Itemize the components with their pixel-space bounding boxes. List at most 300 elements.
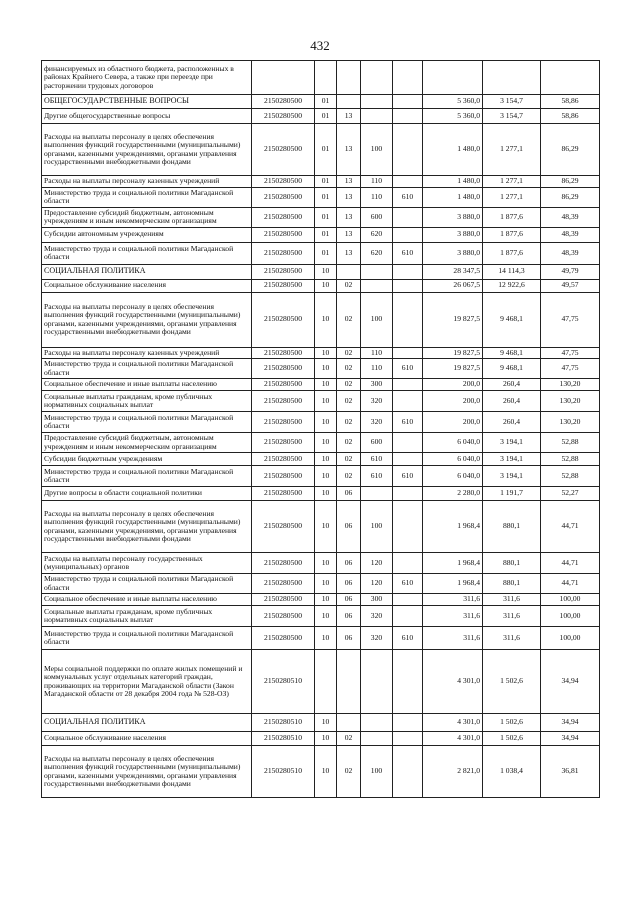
cell-rz: 10	[315, 714, 337, 732]
cell-pct: 44,71	[541, 501, 600, 553]
cell-ved	[393, 650, 423, 714]
cell-name: Другие вопросы в области социальной политики	[42, 487, 252, 501]
table-row	[42, 264, 600, 279]
cell-ved	[393, 109, 423, 124]
cell-rz: 01	[315, 176, 337, 188]
cell-csr: 2150280500	[252, 359, 315, 379]
cell-fact: 3 194,1	[483, 453, 541, 466]
cell-csr	[252, 61, 315, 95]
cell-rz: 10	[315, 391, 337, 412]
cell-pct: 34,94	[541, 650, 600, 714]
cell-vr	[361, 650, 393, 714]
table-row	[42, 279, 600, 292]
cell-pct: 100,00	[541, 594, 600, 606]
table-row	[42, 61, 600, 95]
cell-pr: 06	[337, 594, 361, 606]
table-row	[42, 207, 600, 227]
cell-fact: 260,4	[483, 391, 541, 412]
cell-fact: 880,1	[483, 501, 541, 553]
cell-vr	[361, 279, 393, 292]
cell-vr: 120	[361, 553, 393, 574]
cell-rz: 01	[315, 227, 337, 242]
cell-ved	[393, 553, 423, 574]
cell-plan: 1 480,0	[423, 124, 483, 176]
cell-pr: 06	[337, 553, 361, 574]
cell-pr: 06	[337, 501, 361, 553]
cell-vr: 600	[361, 207, 393, 227]
cell-name: Другие общегосударственные вопросы	[42, 109, 252, 124]
cell-name: СОЦИАЛЬНАЯ ПОЛИТИКА	[42, 264, 252, 279]
cell-vr	[361, 109, 393, 124]
cell-csr: 2150280500	[252, 292, 315, 347]
cell-pct: 49,57	[541, 279, 600, 292]
cell-fact: 9 468,1	[483, 292, 541, 347]
page-number: 432	[310, 38, 330, 53]
cell-vr: 600	[361, 433, 393, 453]
cell-pr: 13	[337, 187, 361, 207]
cell-plan: 1 480,0	[423, 187, 483, 207]
cell-ved	[393, 379, 423, 391]
cell-plan: 3 880,0	[423, 227, 483, 242]
cell-pct: 48,39	[541, 227, 600, 242]
cell-rz: 10	[315, 453, 337, 466]
cell-csr: 2150280500	[252, 553, 315, 574]
cell-pct: 49,79	[541, 264, 600, 279]
table-row	[42, 466, 600, 487]
cell-pct: 34,94	[541, 732, 600, 746]
cell-name: Расходы на выплаты персоналу казенных учреждений	[42, 176, 252, 188]
cell-pr: 02	[337, 359, 361, 379]
cell-plan: 2 280,0	[423, 487, 483, 501]
cell-plan: 200,0	[423, 391, 483, 412]
cell-rz: 01	[315, 187, 337, 207]
cell-rz: 10	[315, 746, 337, 798]
cell-pct: 130,20	[541, 379, 600, 391]
cell-fact: 880,1	[483, 553, 541, 574]
cell-ved	[393, 501, 423, 553]
budget-execution-table	[41, 60, 600, 798]
cell-fact: 1 877,6	[483, 227, 541, 242]
cell-name: Социальные выплаты гражданам, кроме публичных нормативных социальных выплат	[42, 606, 252, 627]
cell-csr: 2150280500	[252, 187, 315, 207]
cell-ved	[393, 453, 423, 466]
cell-csr: 2150280510	[252, 746, 315, 798]
cell-pr: 13	[337, 124, 361, 176]
cell-fact: 1 877,6	[483, 207, 541, 227]
cell-rz: 10	[315, 292, 337, 347]
cell-plan: 3 880,0	[423, 242, 483, 264]
cell-plan: 6 040,0	[423, 466, 483, 487]
cell-pct: 52,88	[541, 466, 600, 487]
cell-csr: 2150280500	[252, 391, 315, 412]
cell-ved	[393, 732, 423, 746]
cell-csr: 2150280510	[252, 732, 315, 746]
cell-vr: 620	[361, 227, 393, 242]
cell-pct: 86,29	[541, 187, 600, 207]
cell-vr: 300	[361, 594, 393, 606]
cell-name: Предоставление субсидий бюджетным, автономным учреждениям и иным некоммерческим организациям	[42, 207, 252, 227]
table-row	[42, 176, 600, 188]
cell-csr: 2150280500	[252, 347, 315, 359]
cell-vr: 320	[361, 627, 393, 650]
cell-vr: 620	[361, 242, 393, 264]
cell-ved	[393, 227, 423, 242]
cell-pct: 86,29	[541, 176, 600, 188]
cell-pct	[541, 61, 600, 95]
cell-pr: 13	[337, 207, 361, 227]
table-row	[42, 553, 600, 574]
cell-fact: 1 191,7	[483, 487, 541, 501]
cell-vr	[361, 264, 393, 279]
cell-plan: 6 040,0	[423, 453, 483, 466]
cell-vr: 610	[361, 453, 393, 466]
cell-csr: 2150280500	[252, 124, 315, 176]
cell-fact: 14 114,3	[483, 264, 541, 279]
cell-csr: 2150280500	[252, 487, 315, 501]
table-row	[42, 379, 600, 391]
cell-pct: 58,86	[541, 95, 600, 109]
cell-vr	[361, 732, 393, 746]
cell-fact: 12 922,6	[483, 279, 541, 292]
cell-rz: 10	[315, 347, 337, 359]
cell-vr: 320	[361, 412, 393, 433]
cell-fact	[483, 61, 541, 95]
cell-pct: 48,39	[541, 242, 600, 264]
cell-vr	[361, 95, 393, 109]
cell-name: СОЦИАЛЬНАЯ ПОЛИТИКА	[42, 714, 252, 732]
cell-fact: 9 468,1	[483, 359, 541, 379]
cell-pr: 02	[337, 379, 361, 391]
cell-plan	[423, 61, 483, 95]
cell-pct: 44,71	[541, 574, 600, 594]
cell-name: Расходы на выплаты персоналу казенных учреждений	[42, 347, 252, 359]
table-row	[42, 227, 600, 242]
cell-rz: 10	[315, 279, 337, 292]
cell-rz: 10	[315, 574, 337, 594]
cell-pr: 02	[337, 347, 361, 359]
cell-csr: 2150280500	[252, 379, 315, 391]
cell-pr: 02	[337, 292, 361, 347]
cell-rz: 10	[315, 433, 337, 453]
cell-vr: 100	[361, 124, 393, 176]
cell-fact: 311,6	[483, 606, 541, 627]
cell-pr: 06	[337, 487, 361, 501]
cell-csr: 2150280500	[252, 594, 315, 606]
cell-name: Социальное обслуживание населения	[42, 279, 252, 292]
cell-ved	[393, 391, 423, 412]
cell-ved	[393, 433, 423, 453]
table-row	[42, 732, 600, 746]
cell-csr: 2150280510	[252, 714, 315, 732]
cell-rz: 01	[315, 124, 337, 176]
cell-name: Министерство труда и социальной политики Магаданской области	[42, 627, 252, 650]
table-row	[42, 359, 600, 379]
cell-name: Расходы на выплаты персоналу в целях обеспечения выполнения функций государственными (муниципальными) органами, казенными учреждениями, органами управления государственными внебюджетными фондами	[42, 746, 252, 798]
cell-fact: 311,6	[483, 594, 541, 606]
cell-ved	[393, 347, 423, 359]
cell-plan: 5 360,0	[423, 109, 483, 124]
cell-vr	[361, 487, 393, 501]
table-row	[42, 627, 600, 650]
cell-ved	[393, 714, 423, 732]
cell-pct: 34,94	[541, 714, 600, 732]
cell-rz: 10	[315, 501, 337, 553]
cell-rz: 01	[315, 95, 337, 109]
cell-csr: 2150280500	[252, 606, 315, 627]
table-row	[42, 124, 600, 176]
cell-pr: 06	[337, 627, 361, 650]
cell-pr: 02	[337, 466, 361, 487]
cell-plan: 3 880,0	[423, 207, 483, 227]
cell-fact: 1 877,6	[483, 242, 541, 264]
cell-name: финансируемых из областного бюджета, расположенных в районах Крайнего Севера, а также при переезде при расторжении трудовых договоров	[42, 61, 252, 95]
cell-plan: 6 040,0	[423, 433, 483, 453]
cell-ved: 610	[393, 242, 423, 264]
cell-fact: 1 502,6	[483, 650, 541, 714]
cell-csr: 2150280500	[252, 207, 315, 227]
cell-plan: 1 480,0	[423, 176, 483, 188]
cell-name: Министерство труда и социальной политики Магаданской области	[42, 242, 252, 264]
cell-rz: 10	[315, 379, 337, 391]
cell-name: Министерство труда и социальной политики Магаданской области	[42, 412, 252, 433]
cell-csr: 2150280500	[252, 109, 315, 124]
cell-ved: 610	[393, 187, 423, 207]
cell-csr: 2150280500	[252, 412, 315, 433]
cell-plan: 4 301,0	[423, 714, 483, 732]
table-row	[42, 412, 600, 433]
cell-pct: 44,71	[541, 553, 600, 574]
table-row	[42, 487, 600, 501]
cell-pct: 130,20	[541, 412, 600, 433]
cell-name: Министерство труда и социальной политики Магаданской области	[42, 466, 252, 487]
cell-vr: 110	[361, 187, 393, 207]
cell-fact: 1 277,1	[483, 176, 541, 188]
cell-plan: 26 067,5	[423, 279, 483, 292]
table-row	[42, 594, 600, 606]
cell-vr: 300	[361, 379, 393, 391]
cell-pct: 58,86	[541, 109, 600, 124]
cell-name: Министерство труда и социальной политики Магаданской области	[42, 187, 252, 207]
cell-plan: 19 827,5	[423, 292, 483, 347]
cell-fact: 880,1	[483, 574, 541, 594]
cell-fact: 260,4	[483, 412, 541, 433]
table-row	[42, 242, 600, 264]
cell-vr: 100	[361, 746, 393, 798]
cell-plan: 1 968,4	[423, 501, 483, 553]
table-row	[42, 501, 600, 553]
cell-vr: 610	[361, 466, 393, 487]
table-row	[42, 109, 600, 124]
cell-fact: 311,6	[483, 627, 541, 650]
cell-csr: 2150280500	[252, 176, 315, 188]
cell-fact: 3 154,7	[483, 95, 541, 109]
cell-csr: 2150280500	[252, 242, 315, 264]
cell-plan: 200,0	[423, 379, 483, 391]
table-row	[42, 714, 600, 732]
cell-rz	[315, 650, 337, 714]
cell-plan: 311,6	[423, 627, 483, 650]
cell-plan: 200,0	[423, 412, 483, 433]
cell-rz: 10	[315, 264, 337, 279]
cell-plan: 4 301,0	[423, 732, 483, 746]
cell-name: Субсидии бюджетным учреждениям	[42, 453, 252, 466]
cell-ved	[393, 279, 423, 292]
cell-pr: 02	[337, 412, 361, 433]
cell-name: ОБЩЕГОСУДАРСТВЕННЫЕ ВОПРОСЫ	[42, 95, 252, 109]
cell-fact: 1 277,1	[483, 124, 541, 176]
cell-pct: 130,20	[541, 391, 600, 412]
cell-ved	[393, 292, 423, 347]
cell-name: Социальное обслуживание населения	[42, 732, 252, 746]
cell-ved: 610	[393, 574, 423, 594]
cell-plan: 311,6	[423, 606, 483, 627]
cell-vr: 100	[361, 501, 393, 553]
cell-fact: 9 468,1	[483, 347, 541, 359]
cell-csr: 2150280500	[252, 264, 315, 279]
table-row	[42, 347, 600, 359]
cell-name: Меры социальной поддержки по оплате жилых помещений и коммунальных услуг отдельных категорий граждан, проживающих на территории Магаданской области (Закон Магаданской области от 28 декабря 2004 года № 528-ОЗ)	[42, 650, 252, 714]
table-row	[42, 746, 600, 798]
cell-fact: 260,4	[483, 379, 541, 391]
cell-pct: 52,27	[541, 487, 600, 501]
cell-pct: 36,81	[541, 746, 600, 798]
cell-csr: 2150280500	[252, 227, 315, 242]
cell-rz	[315, 61, 337, 95]
cell-vr: 100	[361, 292, 393, 347]
cell-plan: 19 827,5	[423, 347, 483, 359]
cell-rz: 10	[315, 487, 337, 501]
cell-plan: 4 301,0	[423, 650, 483, 714]
cell-rz: 10	[315, 553, 337, 574]
cell-plan: 1 968,4	[423, 553, 483, 574]
cell-pct: 47,75	[541, 292, 600, 347]
cell-vr: 120	[361, 574, 393, 594]
cell-pct: 86,29	[541, 124, 600, 176]
cell-name: Расходы на выплаты персоналу государственных (муниципальных) органов	[42, 553, 252, 574]
cell-pct: 52,88	[541, 453, 600, 466]
cell-pct: 47,75	[541, 359, 600, 379]
cell-ved	[393, 61, 423, 95]
cell-name: Расходы на выплаты персоналу в целях обеспечения выполнения функций государственными (муниципальными) органами, казенными учреждениями, органами управления государственными внебюджетными фондами	[42, 124, 252, 176]
cell-ved: 610	[393, 359, 423, 379]
cell-csr: 2150280500	[252, 453, 315, 466]
cell-csr: 2150280500	[252, 466, 315, 487]
cell-csr: 2150280500	[252, 574, 315, 594]
cell-csr: 2150280510	[252, 650, 315, 714]
cell-vr: 320	[361, 606, 393, 627]
cell-name: Расходы на выплаты персоналу в целях обеспечения выполнения функций государственными (муниципальными) органами, казенными учреждениями, органами управления государственными внебюджетными фондами	[42, 292, 252, 347]
cell-pr: 02	[337, 732, 361, 746]
cell-rz: 10	[315, 466, 337, 487]
cell-csr: 2150280500	[252, 433, 315, 453]
cell-name: Субсидии автономным учреждениям	[42, 227, 252, 242]
cell-csr: 2150280500	[252, 627, 315, 650]
cell-vr: 110	[361, 347, 393, 359]
cell-rz: 10	[315, 412, 337, 433]
cell-ved: 610	[393, 412, 423, 433]
cell-ved	[393, 594, 423, 606]
cell-pr: 02	[337, 433, 361, 453]
table-row	[42, 187, 600, 207]
cell-pct: 100,00	[541, 627, 600, 650]
table-row	[42, 453, 600, 466]
cell-ved	[393, 207, 423, 227]
cell-pct: 52,88	[541, 433, 600, 453]
cell-name: Предоставление субсидий бюджетным, автономным учреждениям и иным некоммерческим организациям	[42, 433, 252, 453]
cell-csr: 2150280500	[252, 501, 315, 553]
cell-rz: 01	[315, 242, 337, 264]
cell-plan: 311,6	[423, 594, 483, 606]
cell-plan: 1 968,4	[423, 574, 483, 594]
cell-name: Социальные выплаты гражданам, кроме публичных нормативных социальных выплат	[42, 391, 252, 412]
cell-plan: 2 821,0	[423, 746, 483, 798]
cell-pr: 02	[337, 746, 361, 798]
cell-fact: 3 154,7	[483, 109, 541, 124]
cell-name: Расходы на выплаты персоналу в целях обеспечения выполнения функций государственными (муниципальными) органами, казенными учреждениями, органами управления государственными внебюджетными фондами	[42, 501, 252, 553]
cell-vr: 110	[361, 359, 393, 379]
table-row	[42, 574, 600, 594]
cell-fact: 3 194,1	[483, 433, 541, 453]
cell-pct: 100,00	[541, 606, 600, 627]
cell-rz: 10	[315, 606, 337, 627]
table-row	[42, 606, 600, 627]
cell-rz: 10	[315, 627, 337, 650]
cell-pr: 13	[337, 109, 361, 124]
cell-plan: 19 827,5	[423, 359, 483, 379]
cell-csr: 2150280500	[252, 279, 315, 292]
cell-ved	[393, 264, 423, 279]
cell-plan: 5 360,0	[423, 95, 483, 109]
cell-pr: 13	[337, 242, 361, 264]
cell-pr: 06	[337, 606, 361, 627]
cell-pr	[337, 650, 361, 714]
cell-vr	[361, 61, 393, 95]
cell-pr	[337, 714, 361, 732]
cell-fact: 1 277,1	[483, 187, 541, 207]
cell-pr: 13	[337, 176, 361, 188]
cell-pct: 47,75	[541, 347, 600, 359]
cell-rz: 10	[315, 732, 337, 746]
cell-fact: 1 502,6	[483, 732, 541, 746]
cell-plan: 28 347,5	[423, 264, 483, 279]
cell-vr: 320	[361, 391, 393, 412]
cell-csr: 2150280500	[252, 95, 315, 109]
cell-vr: 110	[361, 176, 393, 188]
cell-pr: 02	[337, 279, 361, 292]
cell-pct: 48,39	[541, 207, 600, 227]
table-body	[42, 61, 600, 798]
cell-rz: 01	[315, 109, 337, 124]
cell-ved: 610	[393, 466, 423, 487]
cell-rz: 01	[315, 207, 337, 227]
table-row	[42, 650, 600, 714]
table-row	[42, 391, 600, 412]
cell-name: Социальное обеспечение и иные выплаты населению	[42, 594, 252, 606]
cell-ved	[393, 746, 423, 798]
cell-pr	[337, 95, 361, 109]
cell-ved	[393, 95, 423, 109]
cell-pr	[337, 264, 361, 279]
cell-ved	[393, 176, 423, 188]
cell-pr: 02	[337, 391, 361, 412]
cell-ved	[393, 124, 423, 176]
cell-ved	[393, 487, 423, 501]
cell-ved: 610	[393, 627, 423, 650]
cell-rz: 10	[315, 359, 337, 379]
cell-pr: 13	[337, 227, 361, 242]
cell-pr: 02	[337, 453, 361, 466]
cell-vr	[361, 714, 393, 732]
